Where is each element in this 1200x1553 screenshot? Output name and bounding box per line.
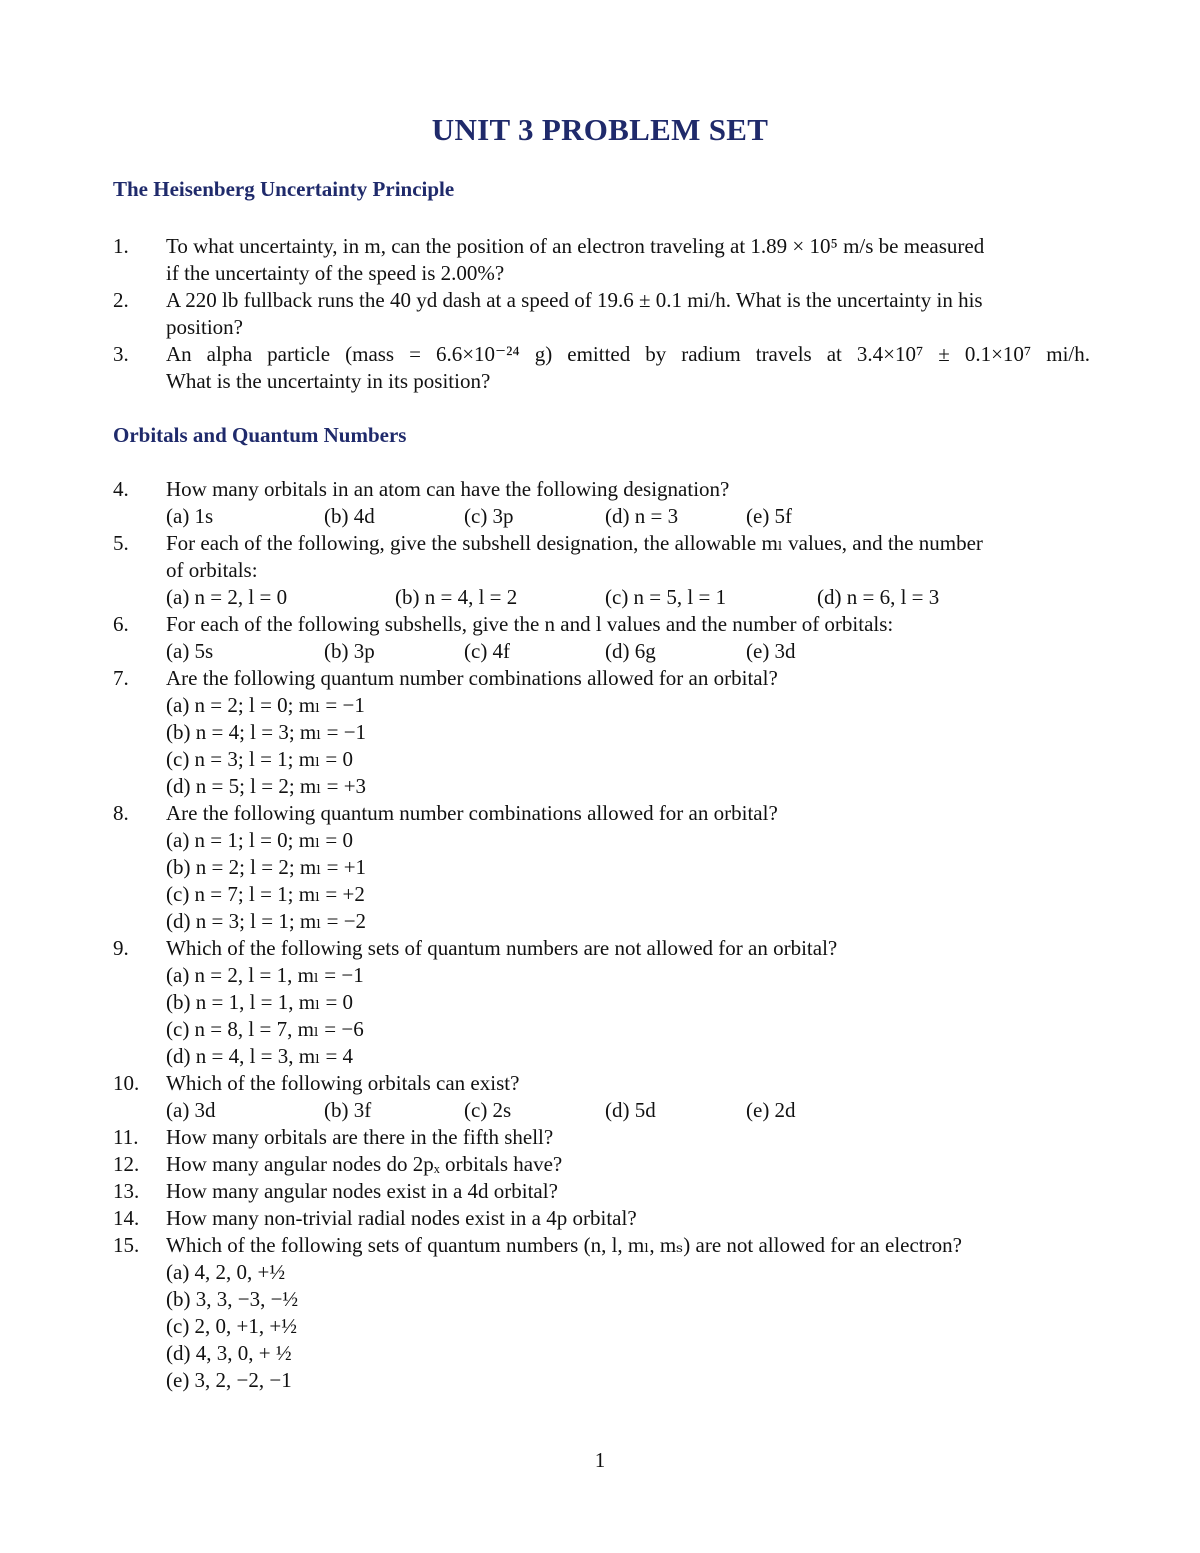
option-e: (e) 5f [746, 504, 793, 528]
question-number: 13. [113, 1179, 140, 1203]
option-text: (d) n = 5; l = 2; mₗ = +3 [166, 774, 367, 798]
option-b: (b) 3f [324, 1098, 372, 1122]
option-text: (d) n = 3; l = 1; mₗ = −2 [166, 909, 367, 933]
option-text: (b) 3, 3, −3, −½ [166, 1287, 299, 1311]
option-text: (d) n = 4, l = 3, mₗ = 4 [166, 1044, 354, 1068]
question-text: position? [166, 315, 243, 339]
question-number: 14. [113, 1206, 140, 1230]
option-text: (a) 4, 2, 0, +½ [166, 1260, 286, 1284]
question-text: What is the uncertainty in its position? [166, 369, 491, 393]
option-text: (c) n = 3; l = 1; mₗ = 0 [166, 747, 354, 771]
question-number: 8. [113, 801, 129, 825]
option-b: (b) 4d [324, 504, 375, 528]
option-text: (c) n = 8, l = 7, mₗ = −6 [166, 1017, 364, 1041]
question-number: 1. [113, 234, 129, 258]
question-text: For each of the following subshells, give the n and l values and the number of orbitals: [166, 612, 894, 636]
option-text: (d) 4, 3, 0, + ½ [166, 1341, 292, 1365]
question-text: A 220 lb fullback runs the 40 yd dash at a speed of 19.6 ± 0.1 mi/h. What is the uncertainty in his [166, 288, 983, 312]
option-c: (c) 2s [464, 1098, 512, 1122]
option-c: (c) n = 5, l = 1 [605, 585, 727, 609]
option-a: (a) 3d [166, 1098, 216, 1122]
question-number: 7. [113, 666, 129, 690]
question-text: Which of the following sets of quantum numbers (n, l, mₗ, mₛ) are not allowed for an electron? [166, 1233, 962, 1257]
question-number: 15. [113, 1233, 140, 1257]
option-text: (c) 2, 0, +1, +½ [166, 1314, 297, 1338]
question-text: Which of the following sets of quantum numbers are not allowed for an orbital? [166, 936, 838, 960]
question-text: Are the following quantum number combinations allowed for an orbital? [166, 666, 778, 690]
option-text: (e) 3, 2, −2, −1 [166, 1368, 292, 1392]
question-text: How many non-trivial radial nodes exist in a 4p orbital? [166, 1206, 637, 1230]
question-number: 3. [113, 342, 129, 366]
option-text: (b) n = 1, l = 1, mₗ = 0 [166, 990, 354, 1014]
question-number: 4. [113, 477, 129, 501]
option-a: (a) 1s [166, 504, 214, 528]
question-number: 9. [113, 936, 129, 960]
question-text: An alpha particle (mass = 6.6×10⁻²⁴ g) emitted by radium travels at 3.4×10⁷ ± 0.1×10⁷ mi/h. [166, 342, 1090, 366]
question-number: 11. [113, 1125, 139, 1149]
option-a: (a) 5s [166, 639, 214, 663]
option-text: (a) n = 2; l = 0; mₗ = −1 [166, 693, 365, 717]
option-text: (b) n = 4; l = 3; mₗ = −1 [166, 720, 367, 744]
question-text: How many orbitals are there in the fifth shell? [166, 1125, 554, 1149]
question-number: 5. [113, 531, 129, 555]
option-e: (e) 3d [746, 639, 796, 663]
option-b: (b) 3p [324, 639, 375, 663]
option-a: (a) n = 2, l = 0 [166, 585, 288, 609]
question-text: Which of the following orbitals can exist? [166, 1071, 520, 1095]
option-e: (e) 2d [746, 1098, 796, 1122]
section-heading-heisenberg: The Heisenberg Uncertainty Principle [113, 177, 455, 201]
option-d: (d) 6g [605, 639, 656, 663]
option-c: (c) 4f [464, 639, 511, 663]
option-b: (b) n = 4, l = 2 [395, 585, 518, 609]
option-text: (a) n = 1; l = 0; mₗ = 0 [166, 828, 354, 852]
page-title: UNIT 3 PROBLEM SET [431, 112, 769, 147]
question-text: of orbitals: [166, 558, 258, 582]
option-text: (a) n = 2, l = 1, mₗ = −1 [166, 963, 364, 987]
question-number: 12. [113, 1152, 140, 1176]
section-heading-orbitals: Orbitals and Quantum Numbers [113, 423, 407, 447]
option-d: (d) n = 6, l = 3 [817, 585, 940, 609]
question-text: How many orbitals in an atom can have the following designation? [166, 477, 730, 501]
question-text: Are the following quantum number combinations allowed for an orbital? [166, 801, 778, 825]
option-text: (c) n = 7; l = 1; mₗ = +2 [166, 882, 365, 906]
option-text: (b) n = 2; l = 2; mₗ = +1 [166, 855, 367, 879]
question-text: How many angular nodes do 2pₓ orbitals have? [166, 1152, 563, 1176]
question-text: For each of the following, give the subshell designation, the allowable mₗ values, and the number [166, 531, 983, 555]
question-number: 2. [113, 288, 129, 312]
option-d: (d) 5d [605, 1098, 656, 1122]
question-text: How many angular nodes exist in a 4d orbital? [166, 1179, 558, 1203]
question-text: To what uncertainty, in m, can the position of an electron traveling at 1.89 × 10⁵ m/s be measured [166, 234, 985, 258]
option-c: (c) 3p [464, 504, 514, 528]
question-number: 6. [113, 612, 129, 636]
question-text: if the uncertainty of the speed is 2.00%? [166, 261, 505, 285]
option-d: (d) n = 3 [605, 504, 679, 528]
page-number: 1 [594, 1448, 606, 1472]
question-number: 10. [113, 1071, 140, 1095]
